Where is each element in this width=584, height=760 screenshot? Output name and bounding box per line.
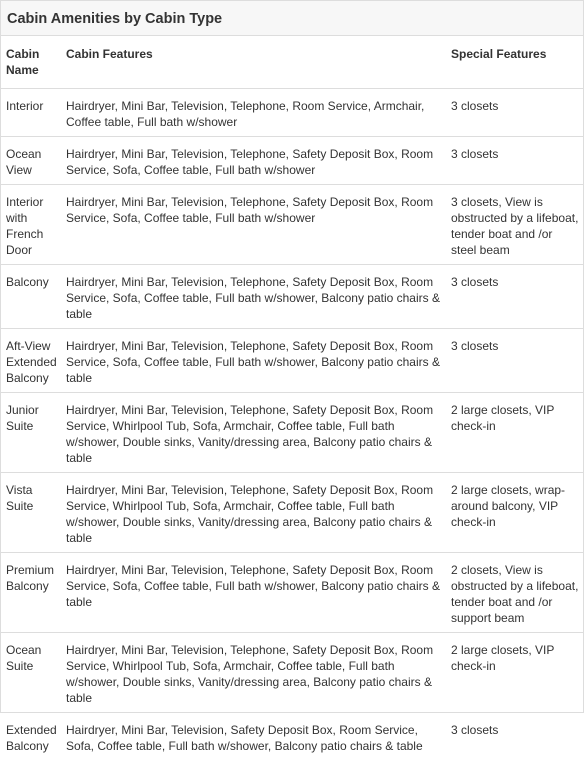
cabin-features-cell: Hairdryer, Mini Bar, Television, Telephone, Safety Deposit Box, Room Service, Sofa, Coffee table, Full bath w/shower, Balcony patio chairs & table (61, 265, 446, 329)
special-features-cell: 2 closets, View is obstructed by a lifeboat, tender boat and /or support beam (446, 553, 583, 633)
special-features-cell: 3 closets (446, 265, 583, 329)
cabin-name-cell: Premium Balcony (1, 553, 61, 633)
cabin-amenities-table (1, 36, 583, 760)
special-features-cell: 3 closets, View is obstructed by a lifeboat, tender boat and /or steel beam (446, 185, 583, 265)
table-title: Cabin Amenities by Cabin Type (1, 0, 583, 36)
cabin-features-cell: Hairdryer, Mini Bar, Television, Safety Deposit Box, Room Service, Sofa, Coffee table, Full bath w/shower, Balcony patio chairs & table (61, 713, 446, 760)
cabin-name-cell: Junior Suite (1, 393, 61, 473)
special-features-cell: 3 closets (446, 713, 583, 760)
cabin-features-cell: Hairdryer, Mini Bar, Television, Telephone, Safety Deposit Box, Room Service, Whirlpool Tub, Sofa, Armchair, Coffee table, Full bath w/shower, Double sinks, Vanity/dressing area, Balcony patio chairs & table (61, 393, 446, 473)
cabin-name-cell: Extended Balcony (1, 713, 61, 760)
table-row (1, 393, 583, 473)
cabin-name-cell: Ocean View (1, 137, 61, 185)
cabin-features-cell: Hairdryer, Mini Bar, Television, Telephone, Safety Deposit Box, Room Service, Sofa, Coffee table, Full bath w/shower (61, 137, 446, 185)
table-row (1, 713, 583, 760)
cabin-name-cell: Aft-View Extended Balcony (1, 329, 61, 393)
special-features-cell: 3 closets (446, 137, 583, 185)
header-special-features: Special Features (446, 36, 583, 89)
special-features-cell: 2 large closets, VIP check-in (446, 633, 583, 713)
cabin-name-cell: Balcony (1, 265, 61, 329)
cabin-features-cell: Hairdryer, Mini Bar, Television, Telephone, Safety Deposit Box, Room Service, Whirlpool Tub, Sofa, Armchair, Coffee table, Full bath w/shower, Double sinks, Vanity/dressing area, Balcony patio chairs & table (61, 473, 446, 553)
header-cabin-name: Cabin Name (1, 36, 61, 89)
cabin-features-cell: Hairdryer, Mini Bar, Television, Telephone, Room Service, Armchair, Coffee table, Full bath w/shower (61, 89, 446, 137)
table-body (1, 89, 583, 760)
cabin-name-cell: Vista Suite (1, 473, 61, 553)
table-row (1, 137, 583, 185)
table-row (1, 473, 583, 553)
cabin-name-cell: Interior with French Door (1, 185, 61, 265)
table-header (1, 36, 583, 89)
table-row (1, 633, 583, 713)
cabin-features-cell: Hairdryer, Mini Bar, Television, Telephone, Safety Deposit Box, Room Service, Whirlpool Tub, Sofa, Armchair, Coffee table, Full bath w/shower, Double sinks, Vanity/dressing area, Balcony patio chairs & table (61, 633, 446, 713)
cabin-features-cell: Hairdryer, Mini Bar, Television, Telephone, Safety Deposit Box, Room Service, Sofa, Coffee table, Full bath w/shower (61, 185, 446, 265)
cabin-features-cell: Hairdryer, Mini Bar, Television, Telephone, Safety Deposit Box, Room Service, Sofa, Coffee table, Full bath w/shower, Balcony patio chairs & table (61, 553, 446, 633)
cabin-features-cell: Hairdryer, Mini Bar, Television, Telephone, Safety Deposit Box, Room Service, Sofa, Coffee table, Full bath w/shower, Balcony patio chairs & table (61, 329, 446, 393)
special-features-cell: 3 closets (446, 89, 583, 137)
header-cabin-features: Cabin Features (61, 36, 446, 89)
table-row (1, 329, 583, 393)
table-row (1, 89, 583, 137)
table-row (1, 185, 583, 265)
header-row (1, 36, 583, 89)
cabin-name-cell: Interior (1, 89, 61, 137)
special-features-cell: 2 large closets, VIP check-in (446, 393, 583, 473)
special-features-cell: 3 closets (446, 329, 583, 393)
table-row (1, 553, 583, 633)
cabin-name-cell: Ocean Suite (1, 633, 61, 713)
table-row (1, 265, 583, 329)
special-features-cell: 2 large closets, wrap-around balcony, VIP check-in (446, 473, 583, 553)
